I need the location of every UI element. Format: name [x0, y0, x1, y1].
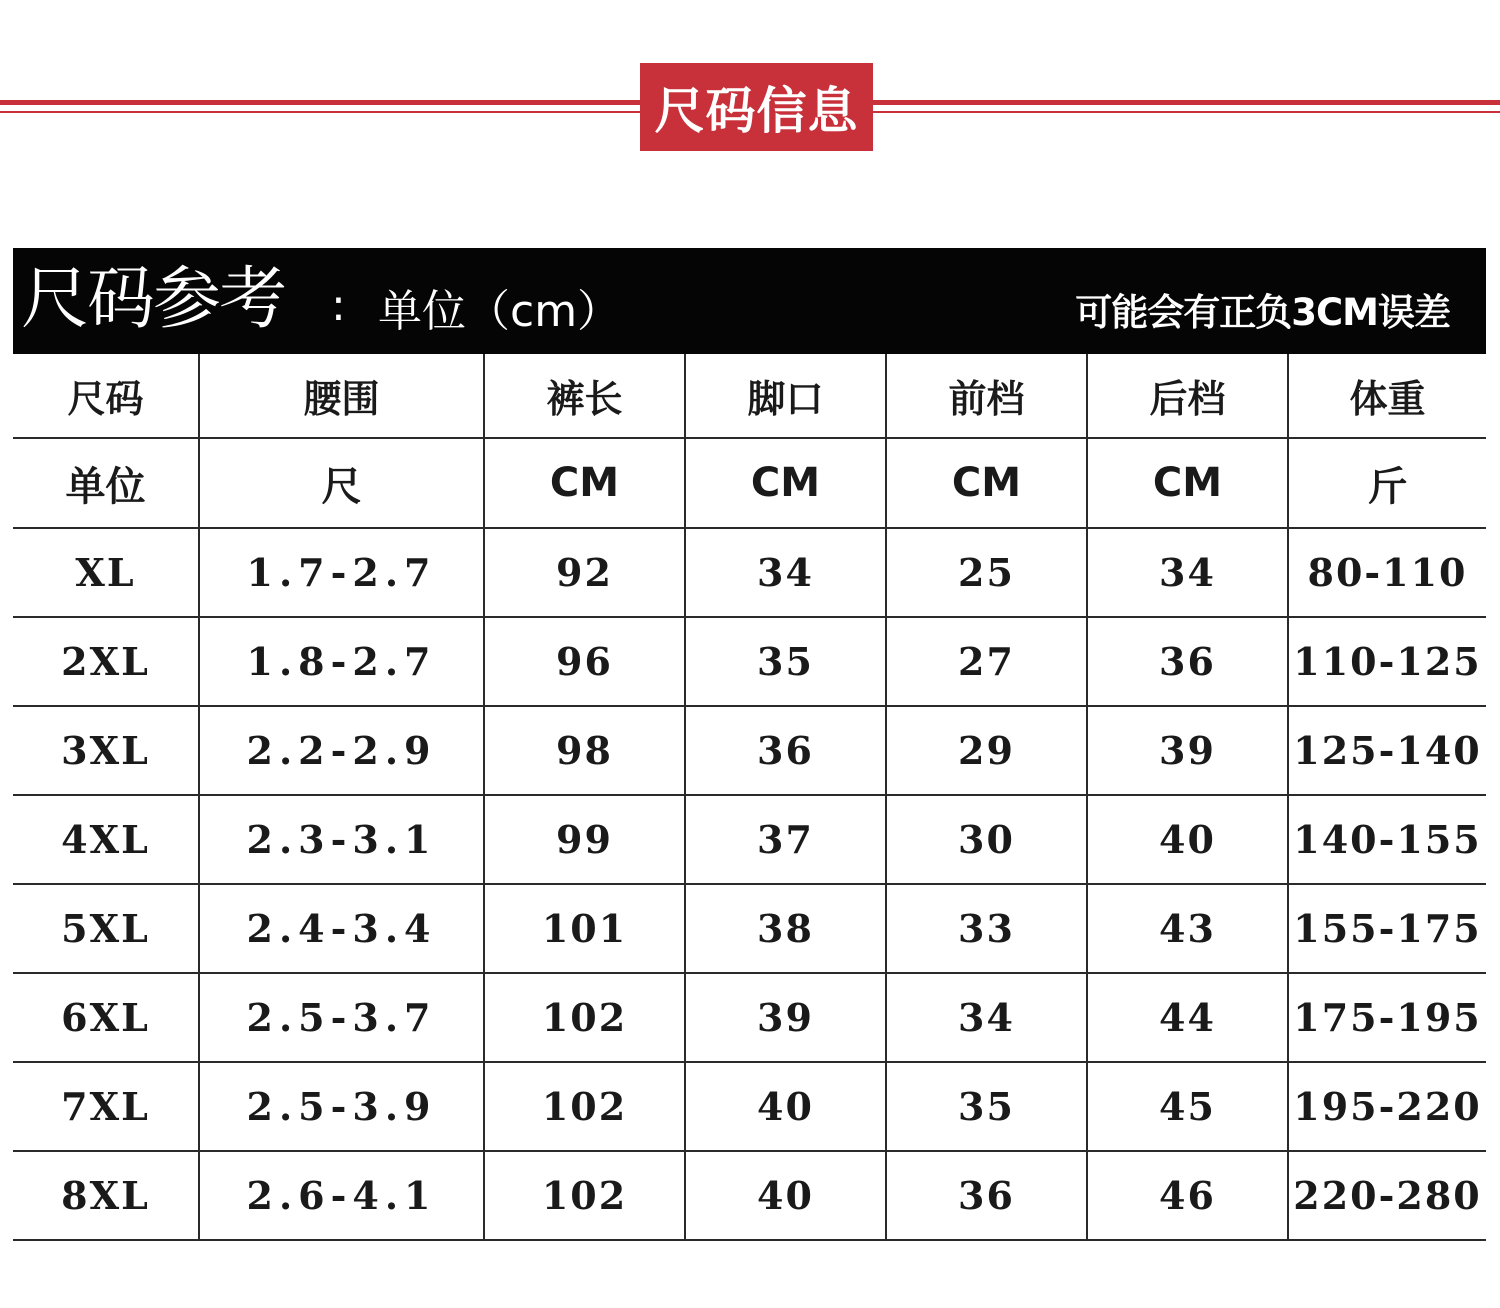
front-rise-cell: 33 — [886, 884, 1087, 973]
size-cell: 8XL — [13, 1151, 199, 1240]
front-rise-cell: 35 — [886, 1062, 1087, 1151]
hem-cell: 34 — [685, 528, 886, 617]
back-rise-cell: 45 — [1087, 1062, 1288, 1151]
hem-cell: 37 — [685, 795, 886, 884]
table-row — [13, 1062, 1486, 1151]
back-rise-cell: 43 — [1087, 884, 1288, 973]
hem-cell: 39 — [685, 973, 886, 1062]
back-rise-cell: 36 — [1087, 617, 1288, 706]
size-cell: 5XL — [13, 884, 199, 973]
unit-cell: CM — [685, 438, 886, 528]
waist-cell: 2.2-2.9 — [199, 706, 484, 795]
weight-cell: 175-195 — [1288, 973, 1486, 1062]
banner-colon: : — [331, 280, 346, 331]
size-reference-banner — [13, 248, 1486, 354]
hem-cell: 40 — [685, 1062, 886, 1151]
header-cell: 尺码 — [13, 354, 199, 438]
unit-cell: CM — [1087, 438, 1288, 528]
length-cell: 98 — [484, 706, 685, 795]
banner-error-note: 可能会有正负3CM误差 — [1075, 291, 1450, 334]
length-cell: 102 — [484, 1062, 685, 1151]
size-chart-body — [13, 354, 1486, 1240]
unit-cell: 斤 — [1288, 438, 1486, 528]
back-rise-cell: 40 — [1087, 795, 1288, 884]
weight-cell: 220-280 — [1288, 1151, 1486, 1240]
weight-cell: 80-110 — [1288, 528, 1486, 617]
weight-cell: 125-140 — [1288, 706, 1486, 795]
back-rise-cell: 46 — [1087, 1151, 1288, 1240]
size-chart-table — [13, 354, 1486, 1241]
header-row — [13, 354, 1486, 438]
length-cell: 96 — [484, 617, 685, 706]
header-cell: 脚口 — [685, 354, 886, 438]
header-cell: 后档 — [1087, 354, 1288, 438]
unit-cell: CM — [484, 438, 685, 528]
header-cell: 前档 — [886, 354, 1087, 438]
table-row — [13, 617, 1486, 706]
unit-row — [13, 438, 1486, 528]
header-cell: 体重 — [1288, 354, 1486, 438]
hem-cell: 36 — [685, 706, 886, 795]
table-row — [13, 795, 1486, 884]
front-rise-cell: 25 — [886, 528, 1087, 617]
front-rise-cell: 34 — [886, 973, 1087, 1062]
size-cell: 7XL — [13, 1062, 199, 1151]
length-cell: 99 — [484, 795, 685, 884]
unit-cell: 单位 — [13, 438, 199, 528]
header-cell: 腰围 — [199, 354, 484, 438]
banner-title: 尺码参考 — [21, 260, 286, 339]
size-cell: 3XL — [13, 706, 199, 795]
hem-cell: 38 — [685, 884, 886, 973]
table-row — [13, 706, 1486, 795]
length-cell: 102 — [484, 1151, 685, 1240]
unit-cell: 尺 — [199, 438, 484, 528]
section-title: 尺码信息 — [640, 63, 873, 151]
front-rise-cell: 27 — [886, 617, 1087, 706]
unit-cell: CM — [886, 438, 1087, 528]
waist-cell: 2.4-3.4 — [199, 884, 484, 973]
table-row — [13, 973, 1486, 1062]
length-cell: 92 — [484, 528, 685, 617]
weight-cell: 195-220 — [1288, 1062, 1486, 1151]
length-cell: 102 — [484, 973, 685, 1062]
length-cell: 101 — [484, 884, 685, 973]
hem-cell: 35 — [685, 617, 886, 706]
waist-cell: 2.3-3.1 — [199, 795, 484, 884]
back-rise-cell: 44 — [1087, 973, 1288, 1062]
table-row — [13, 1151, 1486, 1240]
waist-cell: 1.8-2.7 — [199, 617, 484, 706]
front-rise-cell: 36 — [886, 1151, 1087, 1240]
table-row — [13, 884, 1486, 973]
waist-cell: 2.5-3.7 — [199, 973, 484, 1062]
table-row — [13, 528, 1486, 617]
size-cell: 4XL — [13, 795, 199, 884]
size-cell: XL — [13, 528, 199, 617]
weight-cell: 155-175 — [1288, 884, 1486, 973]
back-rise-cell: 34 — [1087, 528, 1288, 617]
waist-cell: 2.5-3.9 — [199, 1062, 484, 1151]
weight-cell: 140-155 — [1288, 795, 1486, 884]
waist-cell: 2.6-4.1 — [199, 1151, 484, 1240]
hem-cell: 40 — [685, 1151, 886, 1240]
front-rise-cell: 30 — [886, 795, 1087, 884]
weight-cell: 110-125 — [1288, 617, 1486, 706]
front-rise-cell: 29 — [886, 706, 1087, 795]
size-cell: 6XL — [13, 973, 199, 1062]
size-cell: 2XL — [13, 617, 199, 706]
banner-unit-label: 单位（cm） — [378, 286, 622, 337]
waist-cell: 1.7-2.7 — [199, 528, 484, 617]
header-cell: 裤长 — [484, 354, 685, 438]
back-rise-cell: 39 — [1087, 706, 1288, 795]
